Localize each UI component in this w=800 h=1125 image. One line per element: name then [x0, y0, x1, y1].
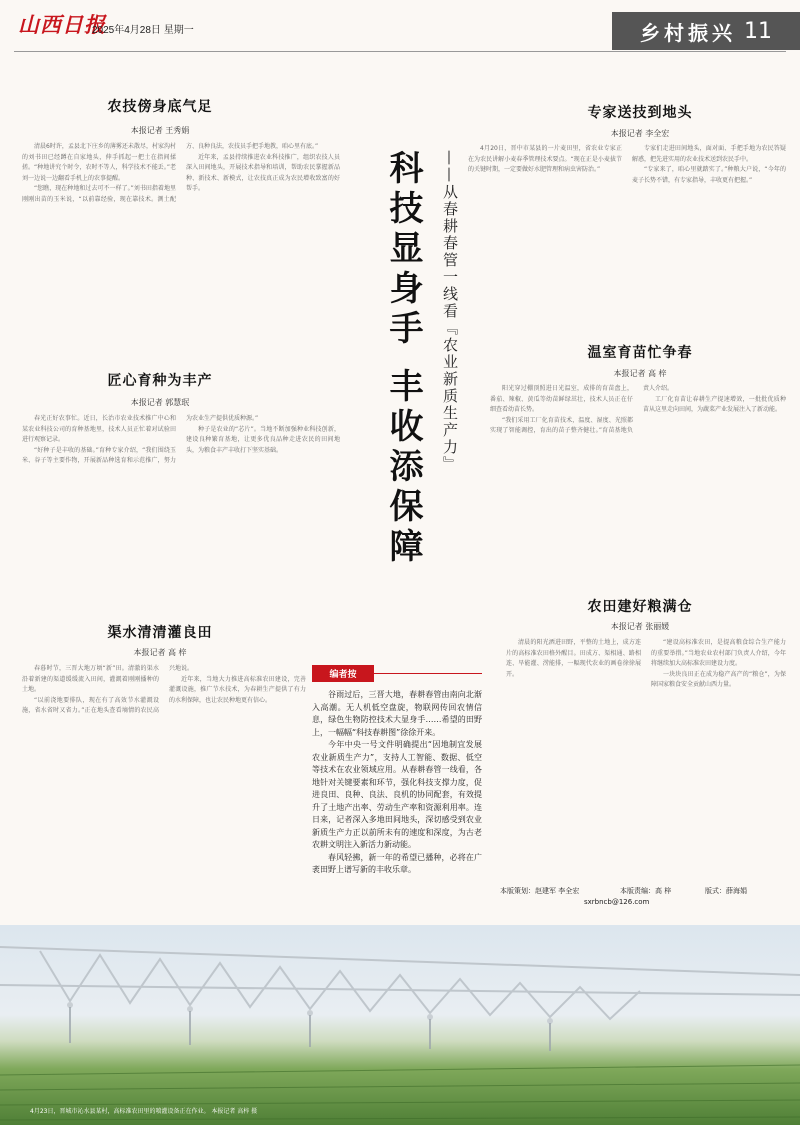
- paragraph: “您瞧，现在种地和过去可不一样了。”刘书田指着地里刚刚出苗的玉米说，“以前靠经验，现在靠技术。测土配方、良种良法，农技员手把手地教，咱心里有底。”: [22, 143, 319, 203]
- page-header: [0, 0, 800, 52]
- section-name: 乡村振兴: [640, 20, 736, 45]
- issue-date: 2025年4月28日 星期一: [92, 25, 194, 36]
- paragraph: “我们采用工厂化育苗技术，温度、湿度、光照都实现了智能调控，育出的苗子整齐健壮。”育苗基地负责人介绍。: [490, 385, 674, 434]
- article-byline: 本报记者 郭慧珉: [130, 398, 190, 407]
- irrigation-photo: [0, 925, 800, 1125]
- article-title: 农田建好粮满仓: [587, 599, 693, 615]
- article-body: [22, 664, 306, 904]
- section-tab: [612, 12, 800, 50]
- paragraph: 春光正好农事忙。近日，长治市农业技术推广中心和某农业科技公司的育种基地里，技术人员正忙着对试验田进行观察记录。: [22, 415, 176, 443]
- photo-caption: 4月23日，晋城市沁水县某村，高标准农田里的喷灌设备正在作业。 本报记者 高梓 摄: [30, 1108, 258, 1115]
- article-title: 温室育苗忙争春: [587, 345, 693, 361]
- paragraph: 专家们走进田间地头，面对面、手把手地为农民答疑解惑，把先进实用的农业技术送到农民手中。: [632, 145, 786, 163]
- paragraph: 清晨6时许，孟县北下庄乡的薄雾还未散尽，村家沟村的刘书田已经蹲在自家地头，伸手抓起一把土在指间揉搓。“种地讲究个时令，农时不等人，科学技术不能丢。”老刘一边说一边翻看手机上的农事提醒。: [22, 143, 176, 182]
- credits-planner: 本版策划：赵建军 李全宏: [500, 887, 580, 895]
- paragraph: 阳光穿过棚顶照进日光温室，成排的育苗盘上，番茄、辣椒、黄瓜等幼苗鲜绿茁壮，技术人员正在仔细查看幼苗长势。: [490, 385, 633, 413]
- article-body: [490, 384, 786, 564]
- article-byline: 本报记者 高 梓: [133, 648, 187, 657]
- credits-designer: 版式：薛海娟: [705, 887, 747, 895]
- irrigation-illustration: [0, 925, 800, 1125]
- article-byline: 本报记者 高 梓: [613, 369, 667, 378]
- credits-editor: 本版责编：高 梓: [620, 887, 672, 895]
- article-title: 渠水清清灌良田: [107, 625, 213, 641]
- page-number: 11: [744, 18, 772, 44]
- article-byline: 本报记者 张丽媛: [610, 622, 670, 631]
- paragraph: 春风轻拂，新一年的希望已播种，必将在广袤田野上谱写新的丰收乐章。: [312, 852, 482, 874]
- paragraph: “建设高标准农田，是提高粮食综合生产能力的重要举措。”当地农业农村部门负责人介绍，今年将继续加大高标准农田建设力度。: [651, 639, 786, 667]
- main-headline: 科技显身手 丰收添保障: [383, 150, 423, 568]
- sub-headline: ——从春耕春管一线看『农业新质生产力』: [441, 150, 459, 473]
- article-title: 农技傍身底气足: [107, 99, 213, 115]
- paragraph: 谷雨过后，三晋大地，春耕春管由南向北渐入高潮。无人机低空盘旋，物联网传回农情信息，绿色生物防控技术大显身手……希望的田野上，一幅幅“科技春耕图”徐徐开来。: [312, 690, 482, 737]
- header-divider: [14, 51, 786, 52]
- article-byline: 本报记者 李全宏: [610, 129, 670, 138]
- paragraph: “好种子是丰收的基础。”育种专家介绍，“我们围绕玉米、谷子等主要作物，开展新品种选育和示范推广，努力为农业生产提供优质种源。”: [22, 415, 259, 464]
- paragraph: 近年来，当地大力推进高标准农田建设，完善灌溉设施，推广节水技术，为春耕生产提供了有力的水利保障，也让农民种地更有信心。: [169, 675, 306, 704]
- editor-note-rule: [374, 673, 482, 674]
- paragraph: 春暮时节，三晋大地万顷“新”田。清澈的渠水沿着新建的渠道缓缓流入田间，灌溉着刚刚播种的土地。: [22, 665, 159, 693]
- paragraph: 种子是农业的“芯片”。当地不断加强种业科技创新，建设良种繁育基地，让更多优良品种走进农民的田间地头，为粮食丰产丰收打下坚实基础。: [186, 425, 340, 454]
- paragraph: 一块块良田正在成为稳产高产的“粮仓”，为保障国家粮食安全贡献山西力量。: [651, 670, 786, 688]
- paragraph: 今年中央一号文件明确提出“因地制宜发展农业新质生产力”，支持人工智能、数据、低空等技术在农业领域应用。从春耕春管一线看，各地针对关键要素和环节，强化科技支撑力度，促进良田、良种、良法、良机的协同配套，有效提升了土地产出率、劳动生产率和资源利用率。连日来，记者深入多地田间地头，深切感受到农业新质生产力正以前所未有的速度和深度，为古老农耕文明注入新活力新动能。: [312, 740, 482, 849]
- article-body: [22, 142, 340, 362]
- article-body: [506, 638, 786, 878]
- paragraph: 工厂化育苗让春耕生产提速增效，一批批优质种苗从这里走向田间，为蔬菜产业发展注入了新动能。: [643, 395, 786, 413]
- paragraph: 4月20日，晋中市某县的一片麦田里，省农业专家正在为农民讲解小麦春季管理技术要点。“现在正是小麦拔节的关键时期，一定要做好水肥管理和病虫害防治。”: [468, 145, 622, 173]
- article-byline: 本报记者 王秀娟: [130, 126, 190, 135]
- paragraph: “专家来了，咱心里就踏实了。”种粮大户说，“今年的麦子长势不错，有专家指导，丰收更有把握。”: [632, 166, 786, 184]
- credits-email: sxrbncb@126.com: [584, 898, 650, 906]
- paragraph: 清晨的阳光洒进田野，平整的土地上，成方连片的高标准农田格外醒目。田成方、渠相通、路相连、旱能灌、涝能排，一幅现代农业的画卷徐徐展开。: [506, 639, 641, 678]
- article-title: 专家送技到地头: [587, 105, 693, 121]
- editor-note-text: [312, 689, 482, 877]
- editor-note-tag: 编者按: [312, 665, 374, 682]
- paragraph: “以前浇地要排队，现在有了高效节水灌溉设施，省水省时又省力。”正在地头查看墒情的农民高兴地说。: [22, 665, 194, 714]
- article-body: [468, 144, 786, 330]
- paragraph: 近年来，孟县持续推进农业科技推广，组织农技人员深入田间地头，开展技术指导和培训，帮助农民掌握新品种、新技术、新模式，让农技真正成为农民增收致富的好帮手。: [186, 153, 340, 192]
- article-title: 匠心育种为丰产: [107, 373, 213, 389]
- masthead-logo: 山西日报: [18, 12, 106, 37]
- article-body: [22, 414, 340, 614]
